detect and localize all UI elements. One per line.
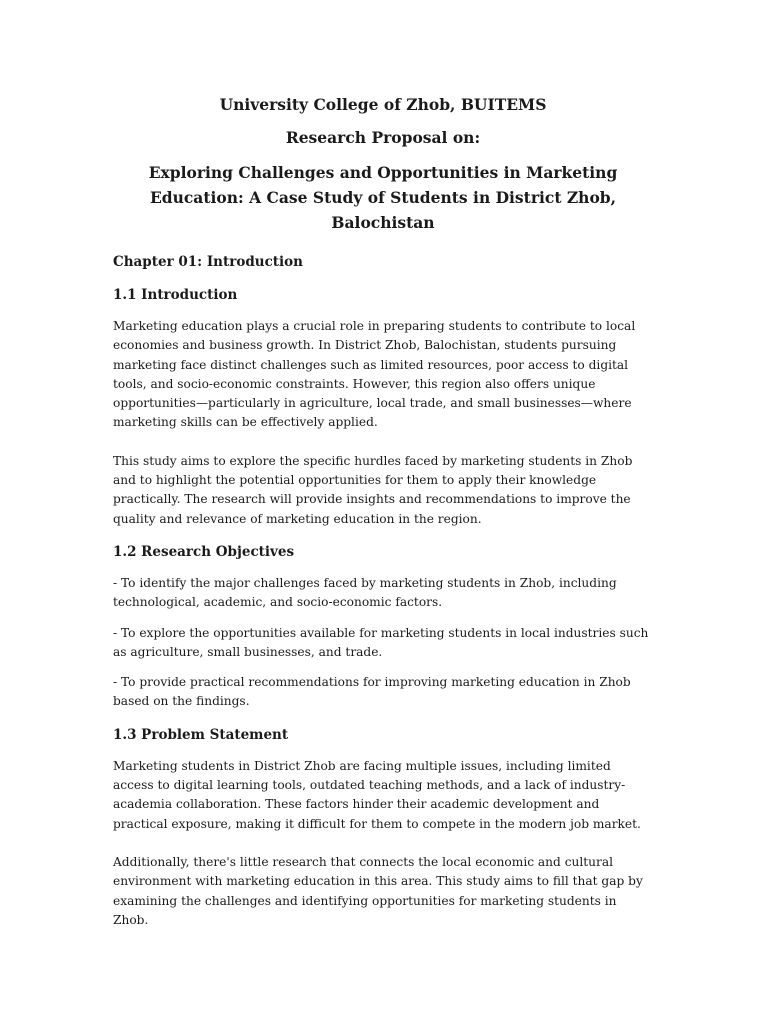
chapter-heading: Chapter 01: Introduction	[113, 254, 303, 270]
objective-item-3: - To provide practical recommendations for improving marketing education in Zhob based on the findings.	[113, 675, 631, 709]
objective-item-1: - To identify the major challenges faced by marketing students in Zhob, including technological, academic, and socio-economic factors.	[113, 575, 617, 610]
problem-paragraph-1: Marketing students in District Zhob are facing multiple issues, including limited access to digital learning tools, outdated teaching methods, and a lack of industry-academia collaboration. These factors hinder their academic development and practical exposure, making it difficult for them to compete in the modern job market.	[113, 758, 641, 831]
problem-paragraph-2: Additionally, there's little research that connects the local economic and cultural environment with marketing education in this area. This study aims to fill that gap by examining the challenges and identifying opportunities for marketing students in Zhob.	[113, 854, 643, 927]
introduction-paragraph-1: Marketing education plays a crucial role in preparing students to contribute to local economies and business growth. In District Zhob, Balochistan, students pursuing marketing face distinct challenges such as limited resources, poor access to digital tools, and socio-economic constraints. However, this region also offers unique opportunities—particularly in agriculture, local trade, and small businesses—where marketing skills can be effectively applied.	[113, 319, 636, 430]
section-heading-introduction: 1.1 Introduction	[113, 287, 238, 303]
section-heading-objectives: 1.2 Research Objectives	[113, 543, 295, 560]
proposal-label: Research Proposal on:	[285, 128, 481, 147]
proposal-title: Exploring Challenges and Opportunities in Marketing Education: A Case Study of Students in District Zhob, Balochistan	[148, 163, 618, 232]
objective-item-2: - To explore the opportunities available for marketing students in local industries such as agriculture, small businesses, and trade.	[113, 625, 649, 659]
section-heading-problem-statement: 1.3 Problem Statement	[113, 726, 289, 743]
institution-title: University College of Zhob, BUITEMS	[219, 95, 547, 114]
introduction-paragraph-2: This study aims to explore the specific hurdles faced by marketing students in Zhob and to highlight the potential opportunities for them to apply their knowledge practically. The research will provide insights and recommendations to improve the quality and relevance of marketing education in the region.	[113, 453, 633, 526]
document-page	[113, 92, 653, 930]
